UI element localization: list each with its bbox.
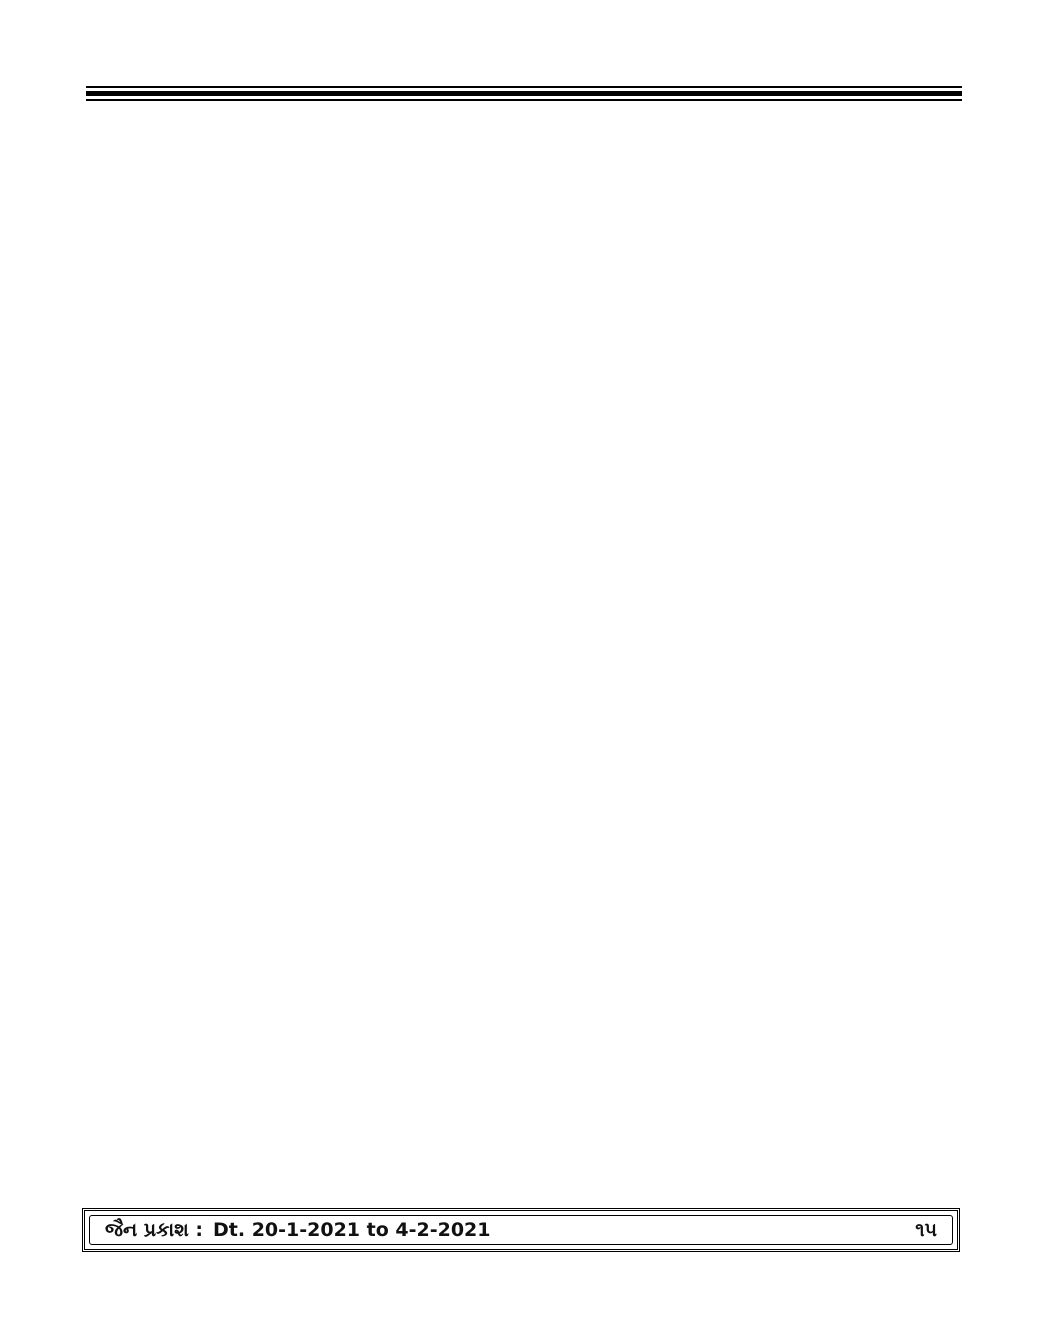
right-column	[540, 118, 970, 1178]
header-rule	[86, 86, 962, 101]
footer-left	[105, 1219, 490, 1241]
page-number: ૧૫	[915, 1219, 937, 1241]
left-column	[86, 118, 516, 1178]
page-footer	[82, 1208, 960, 1252]
issue-date-range: Dt. 20-1-2021 to 4-2-2021	[213, 1219, 491, 1241]
publication-name: જૈન પ્રકાશ :	[105, 1219, 204, 1241]
